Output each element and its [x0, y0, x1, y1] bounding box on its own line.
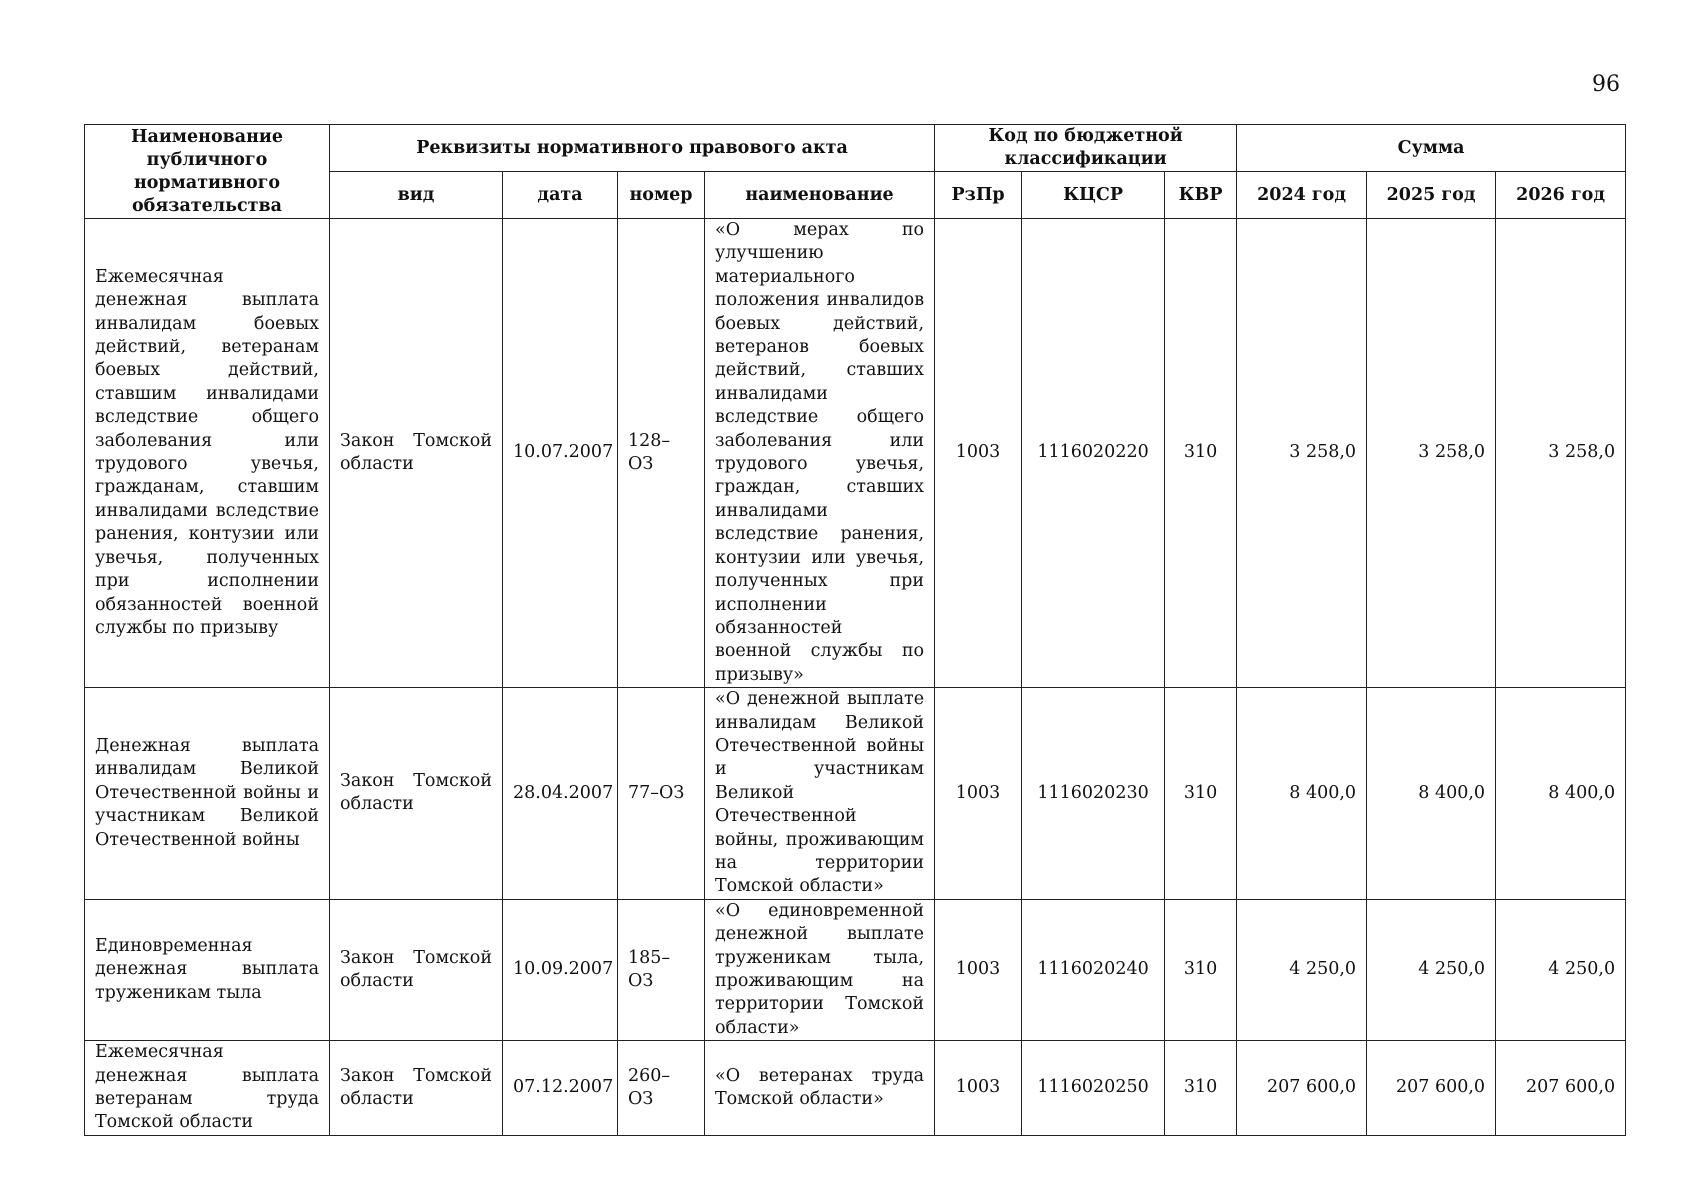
- header-title: наименование: [705, 172, 935, 219]
- table-row: [85, 899, 1626, 1040]
- act-title-cell: «О единовременной денежной выплате труженикам тыла, проживающим на территории Томской области»: [705, 899, 935, 1040]
- table-row: [85, 688, 1626, 900]
- act-number-cell: 260–ОЗ: [618, 1041, 705, 1136]
- sum-2026-cell: 3 258,0: [1496, 219, 1626, 688]
- kcsr-cell: 1116020250: [1022, 1041, 1165, 1136]
- header-obligation-name: Наименование публичного нормативного обязательства: [85, 125, 330, 219]
- header-kvr: КВР: [1165, 172, 1237, 219]
- act-number-cell: 128–ОЗ: [618, 219, 705, 688]
- header-year-2025: 2025 год: [1367, 172, 1496, 219]
- act-type-cell: Закон Томской области: [330, 219, 503, 688]
- kvr-cell: 310: [1165, 219, 1237, 688]
- sum-2025-cell: 207 600,0: [1367, 1041, 1496, 1136]
- rzpr-cell: 1003: [935, 899, 1022, 1040]
- kcsr-cell: 1116020230: [1022, 688, 1165, 900]
- header-sum: Сумма: [1237, 125, 1626, 172]
- sum-2026-cell: 207 600,0: [1496, 1041, 1626, 1136]
- sum-2024-cell: 4 250,0: [1237, 899, 1367, 1040]
- header-year-2024: 2024 год: [1237, 172, 1367, 219]
- sum-2024-cell: 8 400,0: [1237, 688, 1367, 900]
- rzpr-cell: 1003: [935, 1041, 1022, 1136]
- header-rzpr: РзПр: [935, 172, 1022, 219]
- act-date-cell: 10.09.2007: [503, 899, 618, 1040]
- sum-2024-cell: 207 600,0: [1237, 1041, 1367, 1136]
- obligation-cell: Ежемесячная денежная выплата ветеранам труда Томской области: [85, 1041, 330, 1136]
- kcsr-cell: 1116020220: [1022, 219, 1165, 688]
- sum-2026-cell: 8 400,0: [1496, 688, 1626, 900]
- act-type-cell: Закон Томской области: [330, 899, 503, 1040]
- act-number-cell: 185–ОЗ: [618, 899, 705, 1040]
- header-type: вид: [330, 172, 503, 219]
- table-row: [85, 1041, 1626, 1136]
- obligation-cell: Единовременная денежная выплата труженикам тыла: [85, 899, 330, 1040]
- act-number-cell: 77–ОЗ: [618, 688, 705, 900]
- act-title-cell: «О мерах по улучшению материального положения инвалидов боевых действий, ветеранов боевых действий, ставших инвалидами вследствие общего заболевания или трудового увечья, граждан, ставших инвалидами вследствие ранения, контузии или увечья, полученных при исполнении обязанностей военной службы по призыву»: [705, 219, 935, 688]
- sum-2025-cell: 3 258,0: [1367, 219, 1496, 688]
- sum-2026-cell: 4 250,0: [1496, 899, 1626, 1040]
- act-title-cell: «О денежной выплате инвалидам Великой Отечественной войны и участникам Великой Отечественной войны, проживающим на территории Томской области»: [705, 688, 935, 900]
- act-date-cell: 28.04.2007: [503, 688, 618, 900]
- table-row: [85, 219, 1626, 688]
- kvr-cell: 310: [1165, 899, 1237, 1040]
- obligation-cell: Ежемесячная денежная выплата инвалидам боевых действий, ветеранам боевых действий, ставшим инвалидами вследствие общего заболевания или трудового увечья, гражданам, ставшим инвалидами вследствие ранения, контузии или увечья, полученных при исполнении обязанностей военной службы по призыву: [85, 219, 330, 688]
- sum-2025-cell: 4 250,0: [1367, 899, 1496, 1040]
- header-budget-code: Код по бюджетной классификации: [935, 125, 1237, 172]
- header-act-requisites: Реквизиты нормативного правового акта: [330, 125, 935, 172]
- obligation-cell: Денежная выплата инвалидам Великой Отечественной войны и участникам Великой Отечественной войны: [85, 688, 330, 900]
- act-date-cell: 10.07.2007: [503, 219, 618, 688]
- kcsr-cell: 1116020240: [1022, 899, 1165, 1040]
- act-type-cell: Закон Томской области: [330, 1041, 503, 1136]
- header-number: номер: [618, 172, 705, 219]
- header-date: дата: [503, 172, 618, 219]
- public-obligations-table: [84, 124, 1626, 1136]
- sum-2024-cell: 3 258,0: [1237, 219, 1367, 688]
- page-number: 96: [1592, 72, 1620, 97]
- act-type-cell: Закон Томской области: [330, 688, 503, 900]
- kvr-cell: 310: [1165, 1041, 1237, 1136]
- header-year-2026: 2026 год: [1496, 172, 1626, 219]
- sum-2025-cell: 8 400,0: [1367, 688, 1496, 900]
- rzpr-cell: 1003: [935, 219, 1022, 688]
- act-title-cell: «О ветеранах труда Томской области»: [705, 1041, 935, 1136]
- kvr-cell: 310: [1165, 688, 1237, 900]
- header-kcsr: КЦСР: [1022, 172, 1165, 219]
- act-date-cell: 07.12.2007: [503, 1041, 618, 1136]
- rzpr-cell: 1003: [935, 688, 1022, 900]
